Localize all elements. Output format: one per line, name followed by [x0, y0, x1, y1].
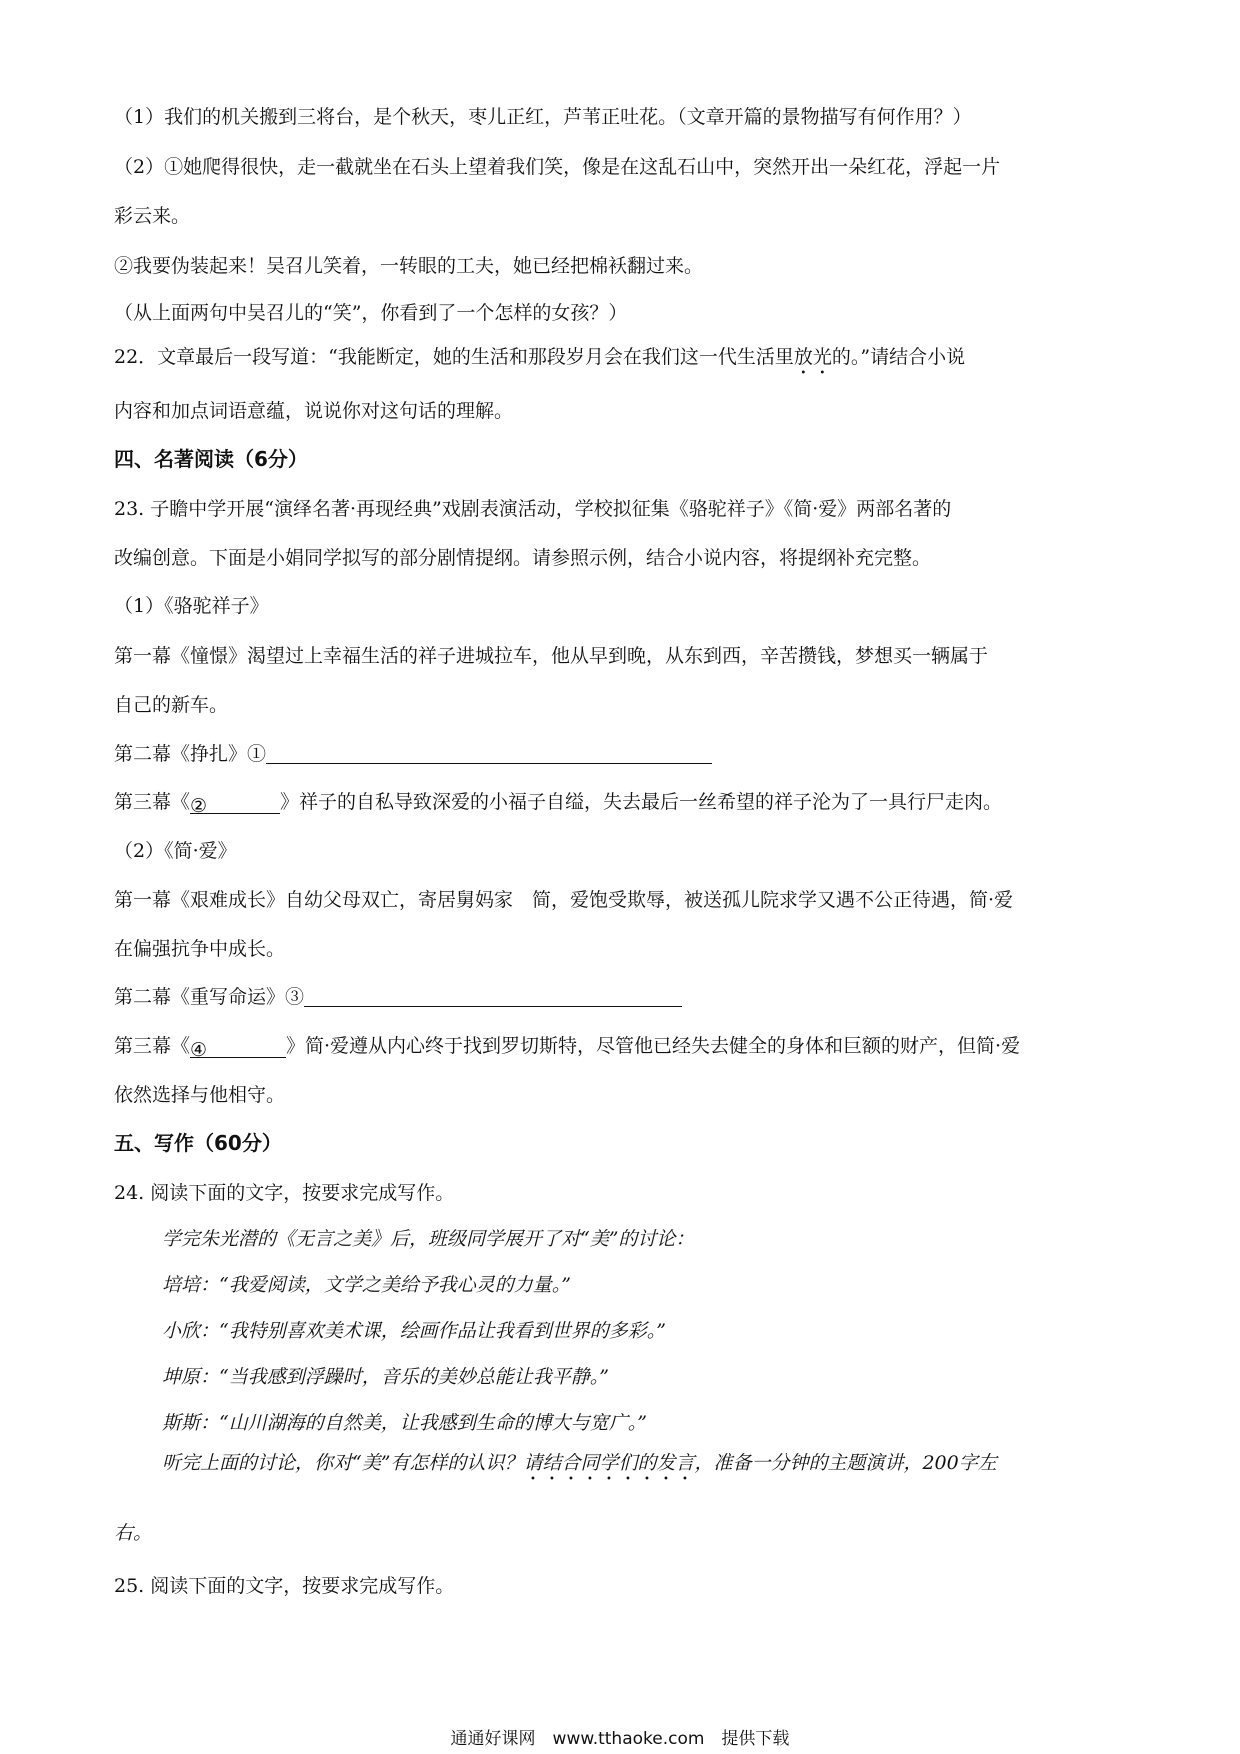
question-21-subpart-1: （1）我们的机关搬到三将台，是个秋天，枣儿正红，芦苇正吐花。（文章开篇的景物描写有何作用？） — [114, 106, 972, 128]
quote-kunyuan: 坤原：“当我感到浮躁时，音乐的美妙总能让我平静。” — [162, 1366, 609, 1388]
question-21-subpart-2-line-1: （2）①她爬得很快，走一截就坐在石头上望着我们笑，像是在这乱石山中，突然开出一朵红花，浮起一片 — [114, 156, 1001, 178]
quote-peipei: 培培：“我爱阅读，文学之美给予我心灵的力量。” — [162, 1274, 571, 1296]
question-22-line-1 — [114, 344, 965, 379]
act-3-text: 》祥子的自私导致深爱的小福子自缢，失去最后一丝希望的祥子沦为了一具行尸走肉。 — [280, 791, 1003, 813]
question-24: 24. 阅读下面的文字，按要求完成写作。 — [114, 1182, 455, 1204]
jane-act-3-fill — [114, 1033, 1020, 1059]
writing-requirement — [162, 1450, 997, 1485]
section-5-heading: 五、写作（60分） — [114, 1131, 282, 1155]
act-2-fill — [114, 741, 712, 767]
novel-1-title: （1）《骆驼祥子》 — [114, 595, 269, 617]
answer-blank-4[interactable]: ④ — [190, 1037, 286, 1058]
requirement-text-end: ，准备一分钟的主题演讲，200字左 — [694, 1452, 997, 1474]
answer-blank-2[interactable]: ② — [190, 793, 280, 814]
question-21-subpart-2-line-2: 彩云来。 — [114, 205, 191, 227]
jane-act-2-label: 第二幕《重写命运》③ — [114, 986, 305, 1008]
requirement-text: 听完上面的讨论，你对“美”有怎样的认识？ — [162, 1452, 524, 1474]
writing-requirement-end: 右。 — [114, 1522, 153, 1544]
question-22-text: 22．文章最后一段写道：“我能断定，她的生活和那段岁月会在我们这一代生活里 — [114, 346, 794, 368]
quote-sisi: 斯斯：“山川湖海的自然美，让我感到生命的博大与宽广。” — [162, 1412, 647, 1434]
answer-blank-3[interactable] — [304, 986, 682, 1007]
question-23-line-2: 改编创意。下面是小娟同学拟写的部分剧情提纲。请参照示例，结合小说内容，将提纲补充完整。 — [114, 547, 932, 569]
act-1-line-2: 自己的新车。 — [114, 694, 229, 716]
question-23-line-1: 23. 子瞻中学开展“演绎名著·再现经典”戏剧表演活动，学校拟征集《骆驼祥子》《简·爱》两部名著的 — [114, 498, 952, 520]
act-2-label: 第二幕《挣扎》① — [114, 743, 267, 765]
jane-act-2-fill — [114, 984, 682, 1010]
emphasized-word: 放光 — [793, 346, 832, 368]
novel-2-title: （2）《简·爱》 — [114, 840, 237, 862]
emphasized-phrase: 请结合同学们的发言 — [523, 1452, 695, 1474]
question-21-sentence-2: ②我要伪装起来！吴召儿笑着，一转眼的工夫，她已经把棉袄翻过来。 — [114, 255, 704, 277]
act-1-line-1: 第一幕《憧憬》渴望过上幸福生活的祥子进城拉车，他从早到晚，从东到西，辛苦攒钱，梦想买一辆属于 — [114, 645, 989, 667]
jane-act-3-line-2: 依然选择与他相守。 — [114, 1084, 286, 1106]
question-22-text-end: 的。”请结合小说 — [831, 346, 966, 368]
jane-act-1-line-1: 第一幕《艰难成长》自幼父母双亡，寄居舅妈家 简，爱饱受欺辱，被送孤儿院求学又遇不公正待遇，简·爱 — [114, 889, 1014, 911]
section-4-heading: 四、名著阅读（6分） — [114, 447, 308, 471]
jane-act-1-line-2: 在偏强抗争中成长。 — [114, 938, 286, 960]
quote-xiaoxin: 小欣：“我特别喜欢美术课，绘画作品让我看到世界的多彩。” — [162, 1320, 666, 1342]
act-3-label: 第三幕《 — [114, 791, 191, 813]
prompt-intro: 学完朱光潜的《无言之美》后，班级同学展开了对“美”的讨论： — [162, 1228, 695, 1250]
question-22-line-2: 内容和加点词语意蕴，说说你对这句话的理解。 — [114, 400, 514, 422]
jane-act-3-text: 》简·爱遵从内心终于找到罗切斯特，尽管他已经失去健全的身体和巨额的财产，但简·爱 — [286, 1035, 1021, 1057]
question-21-prompt: （从上面两句中吴召儿的“笑”，你看到了一个怎样的女孩？） — [114, 302, 628, 324]
jane-act-3-label: 第三幕《 — [114, 1035, 191, 1057]
question-25: 25. 阅读下面的文字，按要求完成写作。 — [114, 1575, 455, 1597]
footer-source: 通通好课网 www.tthaoke.com 提供下载 — [450, 1729, 790, 1749]
act-3-fill — [114, 789, 1002, 815]
answer-blank-1[interactable] — [266, 743, 712, 764]
